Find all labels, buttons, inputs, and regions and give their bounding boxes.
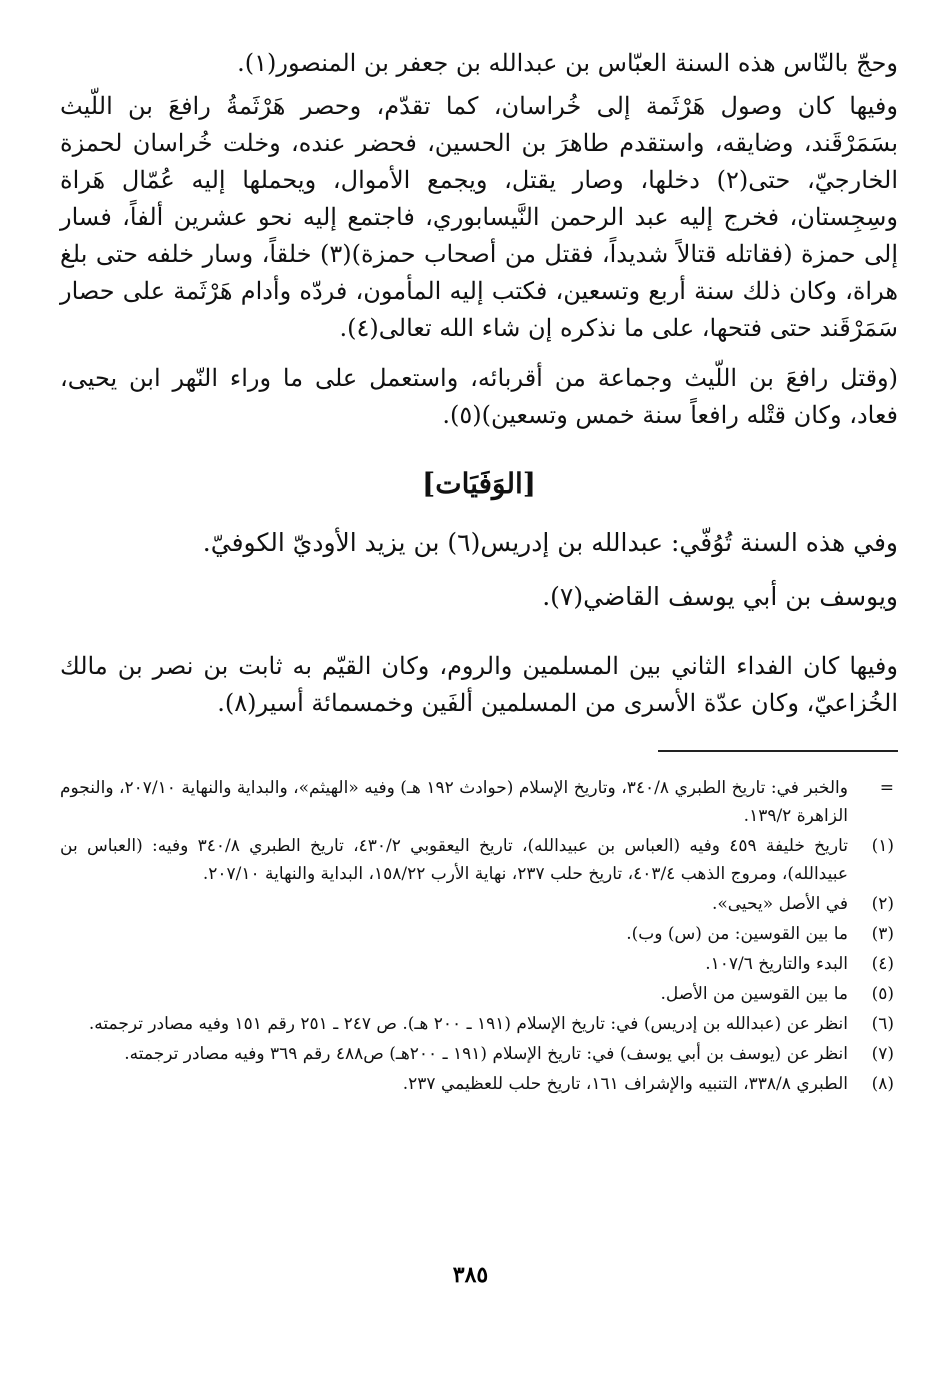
footnote-item (60, 774, 898, 830)
obituary-yusuf: ويوسف بن أبي يوسف القاضي(٧). (542, 582, 898, 611)
footnote-text: الطبري ٣٣٨/٨، التنبيه والإشراف ١٦١، تاريخ حلب للعظيمي ٢٣٧. (402, 1074, 848, 1094)
footnote-item (60, 1070, 898, 1098)
footnote-number: (٣) (871, 924, 894, 944)
footnote-text: ما بين القوسين: من (س) وب). (626, 924, 848, 944)
footnote-item (60, 1040, 898, 1068)
footnote-text: ما بين القوسين من الأصل. (660, 984, 848, 1004)
footnote-number: (١) (871, 836, 894, 856)
paragraph-harthama: وفيها كان وصول هَرْثَمة إلى خُراسان، كما تقدّم، وحصر هَرْثَمةُ رافعَ بن اللّيث بسَمَرْقَند، وضايقه، واستقدم طاهرَ بن الحسين، فحضر عنده، وخلت خُراسان لحمزة الخارجيّ، حتى(٢) دخلها، وصار يقتل، ويجمع الأموال، ويحملها إليه عُمّال هَراة وسِجِستان، فخرج إليه عبد الرحمن النَّيسابوري، فاجتمع إليه نحو عشرين ألفاً، فسار إلى حمزة (فقاتله قتالاً شديداً، فقتل من أصحاب حمزة)(٣) خلقاً، وسار خلفه حتى بلغ هراة، وكان ذلك سنة أربع وتسعين، فكتب إليه المأمون، فردّه وأدام هَرْثَمة على حصار سَمَرْقَند حتى فتحها، على ما نذكره إن شاء الله تعالى(٤). (60, 92, 899, 342)
footnote-number: (٨) (871, 1074, 894, 1094)
footnote-text: تاريخ خليفة ٤٥٩ وفيه (العباس بن عبيدالله)، تاريخ اليعقوبي ٤٣٠/٢، تاريخ الطبري ٣٤٠/٨ وفيه: (العباس بن عبيدالله)، ومروج الذهب ٤٠٣/٤، تاريخ حلب ٢٣٧، نهاية الأرب ١٥٨/٢٢، البداية والنهاية ٢٠٧/١٠. (60, 836, 848, 884)
section-title-deaths: [الوَفَيَات] (422, 467, 536, 500)
footnote-number: (٥) (871, 984, 894, 1004)
footnote-text: انظر عن (عبدالله بن إدريس) في: تاريخ الإسلام (١٩١ ـ ٢٠٠ هـ). ص ٢٤٧ ـ ٢٥١ رقم ١٥١ وفيه مصادر ترجمته. (88, 1014, 848, 1034)
footnote-item (60, 1010, 898, 1038)
main-text (60, 45, 898, 434)
footnote-item (60, 950, 898, 978)
footnote-text: والخبر في: تاريخ الطبري ٣٤٠/٨، وتاريخ الإسلام (حوادث ١٩٢ هـ) وفيه «الهيثم»، والبداية والنهاية ٢٠٧/١٠، والنجوم الزاهرة ١٣٩/٢. (60, 778, 848, 826)
book-page (60, 45, 898, 1345)
paragraph-ransom: وفيها كان الفداء الثاني بين المسلمين والروم، وكان القيّم به ثابت بن نصر بن مالك الخُزاعيّ، وكان عدّة الأسرى من المسلمين ألفَين وخمسمائة أسير(٨). (60, 652, 898, 717)
footnote-item (60, 920, 898, 948)
footnote-item (60, 980, 898, 1008)
footnote-number: (٧) (871, 1044, 894, 1064)
deaths-section (60, 522, 898, 722)
footnote-number: (٦) (871, 1014, 894, 1034)
footnote-number: = (879, 778, 894, 798)
footnote-number: (٢) (871, 894, 894, 914)
footnote-item (60, 832, 898, 888)
footnote-number: (٤) (871, 954, 894, 974)
paragraph-rafi: (وقتل رافعَ بن اللّيث وجماعة من أقربائه، واستعمل على ما وراء النّهر ابن يحيى، فعاد، وكان قتْله رافعاً سنة خمس وتسعين)(٥). (60, 364, 898, 429)
obituary-abdallah: وفي هذه السنة تُوُفّي: عبدالله بن إدريس(٦) بن يزيد الأوديّ الكوفيّ. (202, 528, 898, 557)
page-number: ٣٨٥ (452, 1262, 489, 1287)
footnote-separator (658, 750, 898, 752)
paragraph-hajj: وحجّ بالنّاس هذه السنة العبّاس بن عبدالله بن جعفر بن المنصور(١). (237, 49, 898, 77)
footnote-text: البدء والتاريخ ١٠٧/٦. (705, 954, 848, 974)
footnotes (60, 774, 898, 1098)
footnote-text: انظر عن (يوسف بن أبي يوسف) في: تاريخ الإسلام (١٩١ ـ ٢٠٠هـ) ص٤٨٨ رقم ٣٦٩ وفيه مصادر ترجمته. (124, 1044, 848, 1064)
footnote-text: في الأصل «يحيى». (711, 894, 848, 914)
footnote-item (60, 890, 898, 918)
